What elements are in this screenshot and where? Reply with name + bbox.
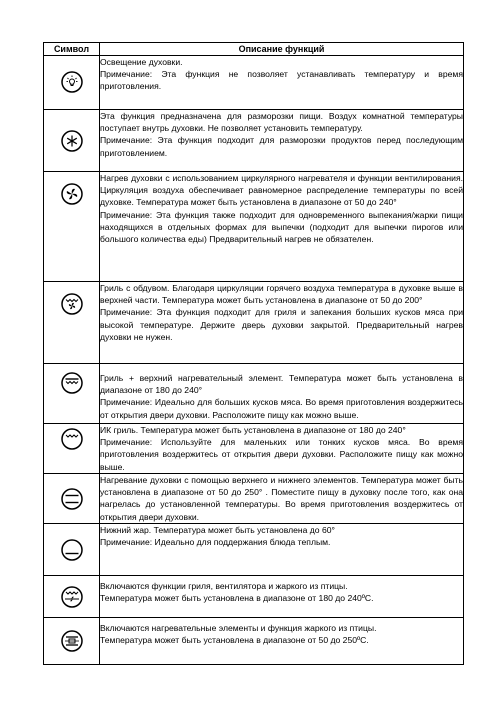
- table-row: [44, 364, 464, 424]
- defrost-snowflake-icon: [61, 130, 83, 152]
- description-text: ИК гриль. Температура может быть установлена в диапазоне от 180 до 240°: [100, 425, 406, 435]
- description-cell: [100, 56, 464, 110]
- symbol-cell: [44, 524, 100, 576]
- symbol-cell: [44, 424, 100, 474]
- header-symbol: Символ: [44, 43, 100, 56]
- table-row: [44, 172, 464, 282]
- description-note: Примечание: Эта функция не позволяет устанавливать температуру и время приготовления.: [100, 69, 463, 92]
- description-note: Температура может быть установлена в диапазоне от 50 до 250ºС.: [100, 635, 369, 646]
- description-cell: [100, 282, 464, 364]
- description-note: Примечание: Используйте для маленьких или тонких кусков мяса. Во время приготовления воздержитесь от открытия двери духовки. Расположите пищу как можно выше.: [100, 437, 463, 472]
- description-text: Нагревание духовки с помощью верхнего и нижнего элементов. Температура может быть установлена в диапазоне от 50 до 250° . Поместите пищу в духовку после того, как она нагрелась до установленной температуры. Во время приготовления воздержитесь от открытия двери духовки.: [100, 475, 463, 522]
- description-note: Примечание: Идеально для больших кусков мяса. Во время приготовления воздержитесь от открытия двери духовки. Расположите пищу как можно выше.: [100, 397, 463, 420]
- description-cell: [100, 618, 464, 665]
- symbol-cell: [44, 56, 100, 110]
- symbol-cell: [44, 618, 100, 665]
- rotisserie-grill-fan-icon: [61, 586, 83, 608]
- description-note: Примечание: Эта функция подходит для гриля и запекания больших кусков мяса при высокой температуре. Держите дверь духовки закрытой. Предварительный нагрев духовки не нужен.: [100, 307, 463, 342]
- table-row: [44, 474, 464, 524]
- description-note: Примечание: Эта функция также подходит для одновременного выпекания/жарки пищи находящихся в отдельных формах для выпечки (подходит для выпечки пирогов или большого количества еды) Предварительный нагрев не обязателен.: [100, 209, 463, 245]
- symbol-cell: [44, 282, 100, 364]
- description-text: Включаются нагревательные элементы и функция жаркого из птицы.: [100, 623, 377, 633]
- grill-fan-icon: [61, 293, 83, 315]
- top-bottom-heat-icon: [61, 488, 83, 510]
- description-cell: [100, 110, 464, 172]
- description-cell: [100, 524, 464, 576]
- symbol-cell: [44, 474, 100, 524]
- symbol-cell: [44, 364, 100, 424]
- description-note: Температура может быть установлена в диапазоне от 180 до 240ºС.: [100, 593, 374, 604]
- table-row: [44, 524, 464, 576]
- symbol-cell: [44, 172, 100, 282]
- rotisserie-heat-icon: [61, 630, 83, 652]
- bottom-heat-icon: [61, 539, 83, 561]
- description-text: Эта функция предназначена для разморозки пищи. Воздух комнатной температуры поступает внутрь духовки. Не позволяет установить температуру.: [100, 111, 463, 134]
- functions-table: [43, 42, 464, 665]
- symbol-cell: [44, 576, 100, 618]
- table-row: [44, 424, 464, 474]
- grill-top-heat-icon: [61, 372, 83, 394]
- lamp-icon: [61, 71, 83, 93]
- description-text: Нагрев духовки с использованием циркулярного нагревателя и функции вентилирования. Циркуляция воздуха обеспечивает равномерное распределение температуры по всей духовке. Температура может быть установлена в диапазоне от 50 до 240°: [100, 173, 463, 208]
- description-text: Нижний жар. Температура может быть установлена до 60°: [100, 525, 335, 535]
- description-cell: [100, 576, 464, 618]
- header-description: Описание функций: [100, 43, 464, 56]
- description-note: Примечание: Эта функция подходит для разморозки продуктов перед последующим приготовлением.: [100, 135, 463, 158]
- description-text: Освещение духовки.: [100, 57, 183, 67]
- fan-icon: [61, 183, 83, 205]
- ir-grill-icon: [61, 428, 83, 450]
- description-note: Примечание: Идеально для поддержания блюда теплым.: [100, 537, 331, 548]
- table-row: [44, 282, 464, 364]
- description-cell: [100, 364, 464, 424]
- description-cell: [100, 474, 464, 524]
- description-cell: [100, 172, 464, 282]
- table-row: [44, 618, 464, 665]
- description-text: Включаются функции гриля, вентилятора и жаркого из птицы.: [100, 581, 348, 591]
- description-text: Гриль + верхний нагревательный элемент. Температура может быть установлена в диапазоне от 180 до 240°: [100, 373, 463, 396]
- description-text: Гриль с обдувом. Благодаря циркуляции горячего воздуха температура в духовке выше в верхней части. Температура может быть установлена в диапазоне от 50 до 200°: [100, 283, 463, 306]
- table-row: [44, 110, 464, 172]
- table-header-row: [44, 43, 464, 56]
- table-row: [44, 56, 464, 110]
- symbol-cell: [44, 110, 100, 172]
- table-row: [44, 576, 464, 618]
- description-cell: [100, 424, 464, 474]
